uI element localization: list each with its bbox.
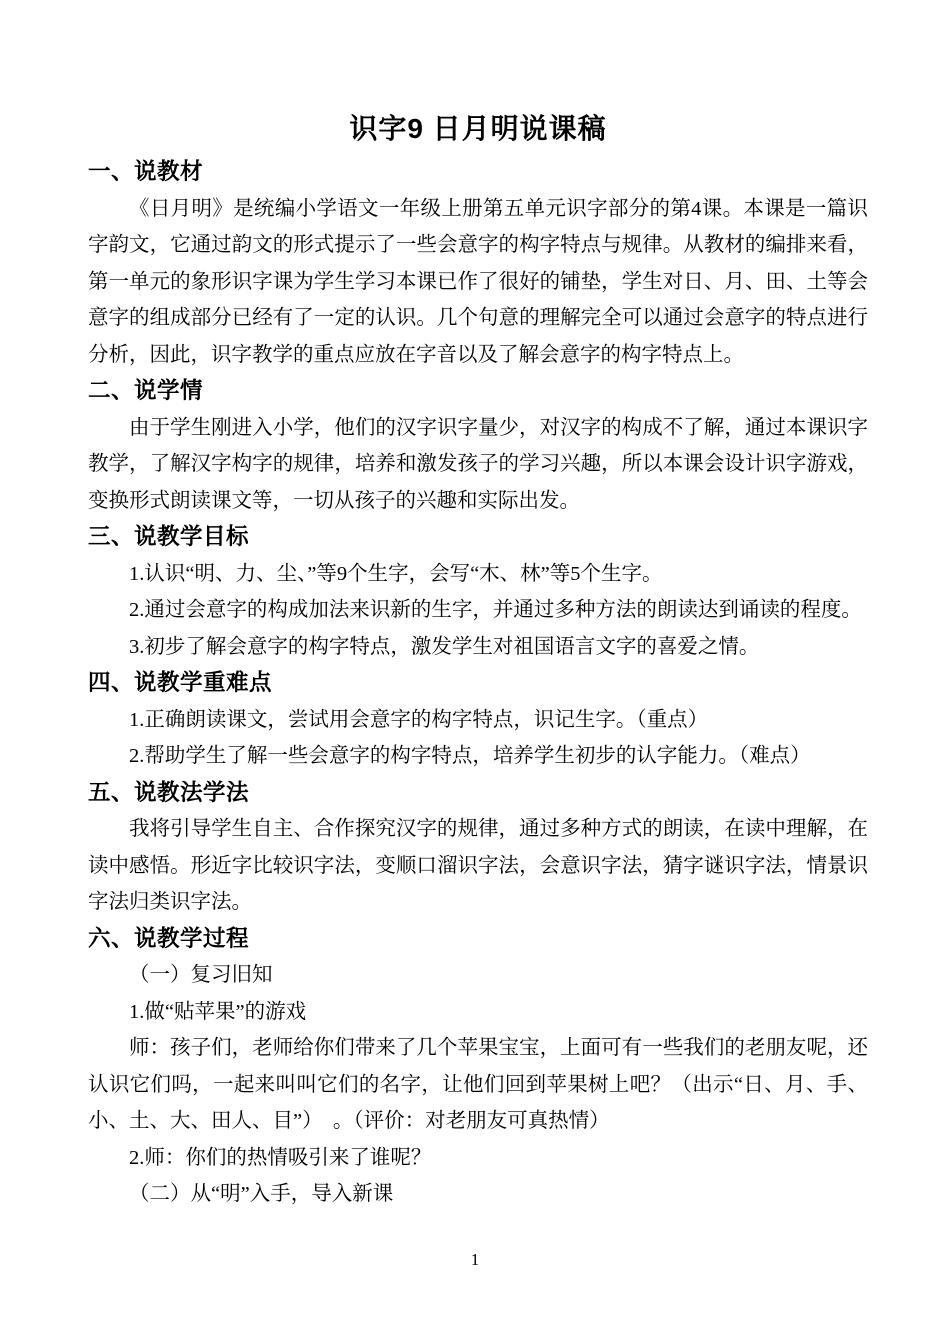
paragraph: 《日月明》是统编小学语文一年级上册第五单元识字部分的第4课。本课是一篇识字韵文，它通过韵文的形式提示了一些会意字的构字特点与规律。从教材的编排来看，第一单元的象形识字课为学生学习本课已作了很好的铺垫，学生对日、月、田、土等会意字的组成部分已经有了一定的认识。几个句意的理解完全可以通过会意字的特点进行分析，因此，识字教学的重点应放在字音以及了解会意字的构字特点上。 bbox=[88, 197, 868, 366]
list-item: 3.初步了解会意字的构字特点，激发学生对祖国语言文字的喜爱之情。 bbox=[129, 635, 760, 658]
document-title: 识字9 日月明说课稿 bbox=[349, 113, 607, 144]
list-item: 2.帮助学生了解一些会意字的构字特点，培养学生初步的认字能力。（难点） bbox=[129, 745, 811, 767]
section-heading-process: 六、说教学过程 bbox=[88, 925, 250, 951]
section-heading-methods: 五、说教法学法 bbox=[88, 779, 250, 805]
list-item: 1.做“贴苹果”的游戏 bbox=[129, 1000, 307, 1023]
page-number: 1 bbox=[470, 1250, 480, 1269]
document-body bbox=[88, 106, 868, 1213]
list-item: （一）复习旧知 bbox=[129, 964, 273, 986]
section-heading-materials: 一、说教材 bbox=[88, 159, 204, 184]
paragraph: 我将引导学生自主、合作探究汉字的规律，通过多种方式的朗读，在读中理解，在读中感悟。形近字比较识字法，变顺口溜识字法，会意识字法，猜字谜识字法，情景识字法归类识字法。 bbox=[88, 818, 868, 913]
list-item: 1.认识“明、力、尘、”等9个生字，会写“木、林”等5个生字。 bbox=[129, 562, 663, 585]
paragraph: 师：孩子们，老师给你们带来了几个苹果宝宝，上面可有一些我们的老朋友呢，还认识它们吗，一起来叫叫它们的名字，让他们回到苹果树上吧？（出示“日、月、手、小、土、大、田人、目”） 。（评价：对老朋友可真热情） bbox=[88, 1037, 868, 1132]
list-item: 2.通过会意字的构成加法来识新的生字，并通过多种方法的朗读达到诵读的程度。 bbox=[129, 599, 862, 621]
list-item: （二）从“明”入手，导入新课 bbox=[129, 1183, 394, 1205]
list-item: 2.师：你们的热情吸引来了谁呢？ bbox=[129, 1146, 432, 1169]
list-item: 1.正确朗读课文，尝试用会意字的构字特点，识记生字。（重点） bbox=[129, 708, 709, 731]
section-heading-objectives: 三、说教学目标 bbox=[88, 524, 250, 549]
section-heading-learners: 二、说学情 bbox=[88, 378, 204, 403]
section-heading-key-points: 四、说教学重难点 bbox=[88, 670, 273, 695]
paragraph: 由于学生刚进入小学，他们的汉字识字量少，对汉字的构成不了解，通过本课识字教学，了解汉字构字的规律，培养和激发孩子的学习兴趣，所以本课会设计识字游戏，变换形式朗读课文等，一切从孩子的兴趣和实际出发。 bbox=[88, 416, 868, 512]
